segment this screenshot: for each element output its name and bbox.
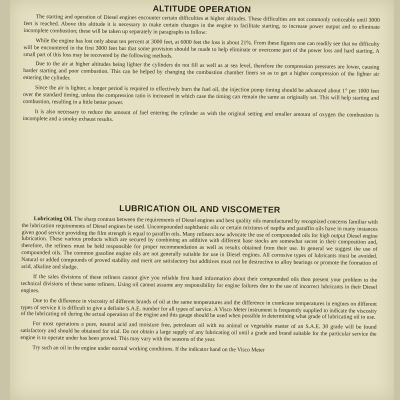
altitude-paragraph-2: While the engine has lost only about ten percent at 3000 feet, at 6000 feet the loss is about 21%. From these figures one can readily see that no difficulty will be encountered in the first 3000 feet but that some provision should be made to help eliminate or overcome part of the power loss and hard starting. A small part of this loss may be recovered by the following methods. (23, 37, 380, 60)
section-title-altitude-operation: ALTITUDE OPERATION (152, 3, 252, 15)
section-gap (22, 126, 379, 206)
page-content (20, 2, 380, 359)
section-title-lubrication-oil: LUBRICATION OIL AND VISCOMETER (119, 202, 281, 215)
altitude-paragraph-4: Since the air is lighter, a longer period is required to effectively burn the fuel oil, the injection pump timing should be advanced about 1° per 1000 feet over the standard timing, unless the compression ratio is increased in which case the timing can remain the same as originally set. This will help starting and combustion, resulting in a little better power. (22, 85, 380, 107)
document-page (10, 0, 394, 400)
altitude-paragraph-3: Due to the air at higher altitudes being lighter the cylinders do not fill as well as at sea level, therefore the compression pressures are lower, causing harder starting and poor combustion. This can be helped by changing the combustion chamber liners so as to get a higher compression of the lighter air entering the cylinder. (23, 61, 380, 82)
lubrication-paragraph-2: If the sales divisions of these refiners cannot give you reliable first hand information about their compounded oils then present your problem to the technical divisions of these same refiners. Using oil cannot assume any responsibility for engine failures due to the use of incorrect lubricants in their Diesel engines. (20, 274, 378, 294)
altitude-paragraph-1: The starting and operation of Diesel engines encounter certain difficulties at higher altitudes. These difficulties are not commonly noticeable until 3000 feet is reached. Above this altitude it is necessary to make certain changes in the engine to facilitate starting, to increase power output and to eliminate incomplete combustion; these will be taken up separately in paragraphs to follow: (23, 14, 380, 36)
lubrication-paragraph-3: Due to the difference in viscosity of different brands of oil at the same temperatures and the difference in crankcase temperatures in engines on different types of service it is difficult to give a definite S.A.E. number for all types of service. A Visco Meter instrument is frequently supplied to indicate the viscosity of the lubricating oil during the actual operation of the engine and this gauge should be used when possible in determining what grade of lubricating oil to use. (20, 297, 377, 322)
lubrication-paragraph-1-text: The sharp contrast between the requirements of Diesel engines and best quality oils manufactured by recognized concerns familiar with the lubrication requirements of Diesel engines be used. Uncompounded naphthenic oils or certain mixtures of naptha and paraffin oils have in many instances given good service providing the film strength is equal to paraffin oils. Many refiners now advocate the use of compounded oils for high output Diesel engine lubrication. These various products which are secured by combining an additive with different base stocks are somewhat secret in their composition and, therefore, the refiners must be held responsible for proper recommendation as well as results obtained from their use. In general we suggest the use of compounded oils. The common gasoline engine oils are not generally suitable for use in Diesel engines. All corrosive types of lubricants must be avoided. Natural or added compounds of proved stability and merit are satisfactory but additives must not be destructive to alloy bearings or promote the formation of acid, alkaline and sludge. (21, 216, 378, 271)
lubrication-paragraph-4: For most operations a pure, neutral acid and moisture free, petroleum oil with no animal or vegetable matter of an S.A.E. 30 grade will be found satisfactory and should be obtained for trial. Do not obtain a large supply of any lubricating oil until a grade and brand suitable for the particular service the engine is to operate under has been proved. This may vary with the seasons of the year. (20, 321, 377, 344)
lubrication-paragraph-5: Try such an oil in the engine under normal working conditions. If the indicator hand on the Visco Meter (32, 345, 265, 354)
lubrication-paragraph-1 (21, 216, 378, 275)
altitude-paragraph-5: It is also necessary to reduce the amount of fuel entering the cylinder as with the original setting and smaller amount of oxygen the combustion is incomplete and a smoky exhaust results. (22, 108, 379, 123)
lubricating-oil-lead: Lubricating Oil. (33, 215, 73, 223)
